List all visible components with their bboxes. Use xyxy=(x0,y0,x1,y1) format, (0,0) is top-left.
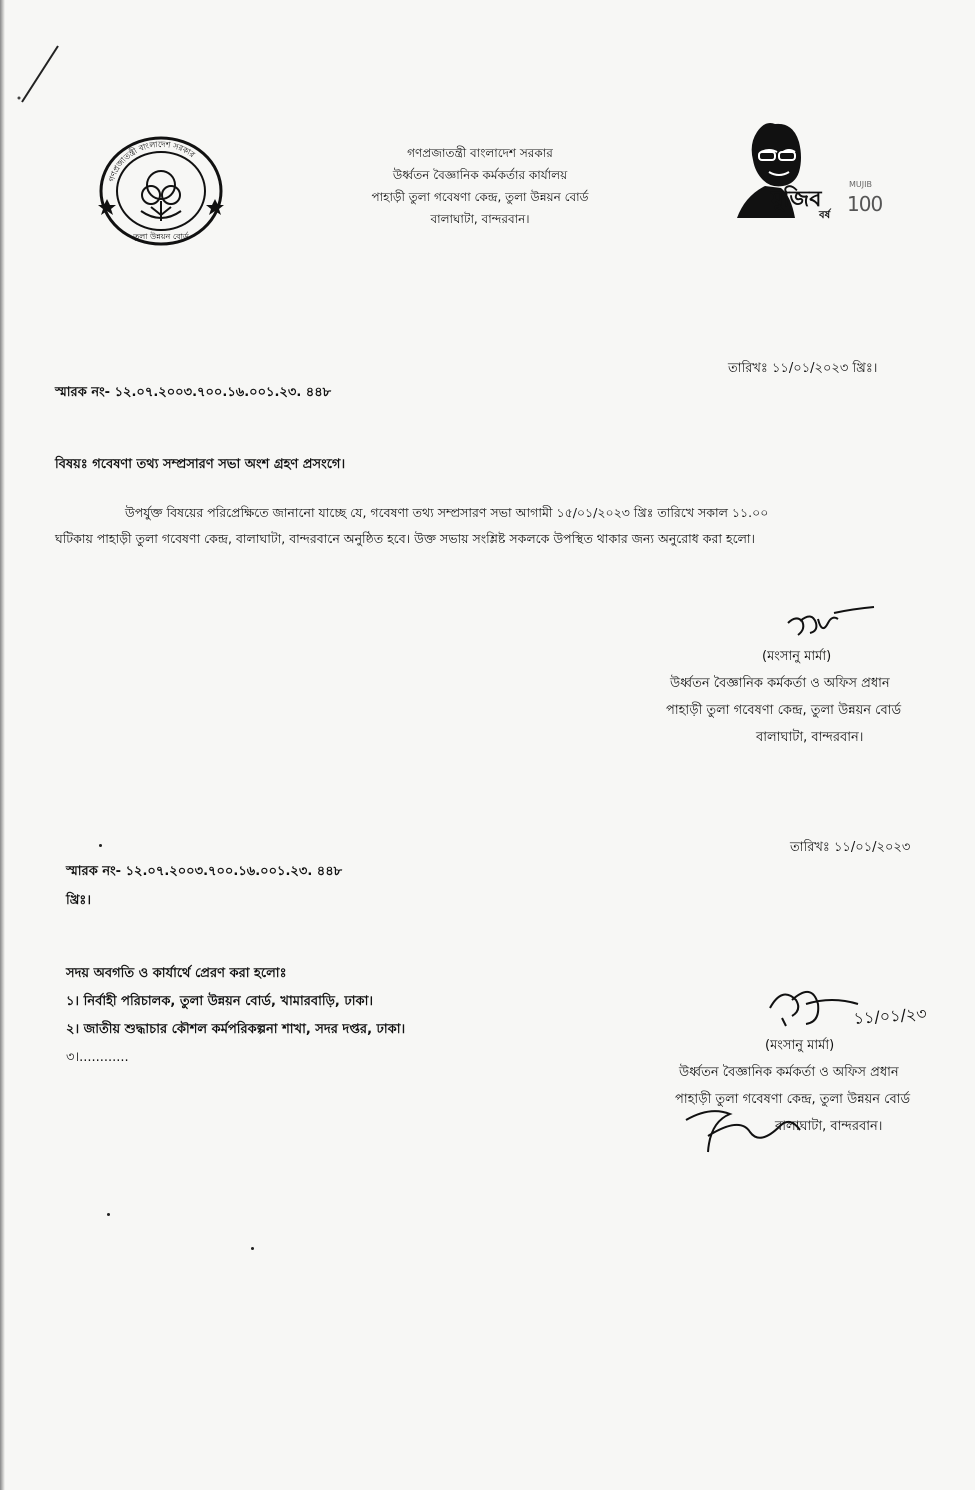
letter1-body xyxy=(55,500,935,552)
seal-ring-text: গণপ্রজাতন্ত্রী বাংলাদেশ সরকার xyxy=(107,139,197,183)
letter2-memo-number: স্মারক নং- ১২.০৭.২০০৩.৭০০.১৬.০০১.২৩. ৪৪৮ xyxy=(66,864,343,879)
letter1-date: তারিখঃ ১১/০১/২০২৩ খ্রিঃ। xyxy=(728,361,878,376)
handwritten-date: ১১/০১/২৩ xyxy=(852,1003,928,1028)
cc-item-1: ১। নির্বাহী পরিচালক, তুলা উন্নয়ন বোর্ড, খামারবাড়ি, ঢাকা। xyxy=(66,994,373,1009)
pen-stroke-mark xyxy=(14,40,64,110)
letter1-signatory-address: বালাঘাটা, বান্দরবান। xyxy=(756,730,864,745)
letter1-subject: বিষয়ঃ গবেষণা তথ্য সম্প্রসারণ সভা অংশ গ্রহণ প্রসংগে। xyxy=(55,457,346,472)
letter1-signature-block xyxy=(650,643,940,751)
cc-item-2: ২। জাতীয় শুদ্ধাচার কৌশল কর্মপরিকল্পনা শাখা, সদর দপ্তর, ঢাকা। xyxy=(66,1022,406,1037)
letter2-signatory-name: (মংসানু মার্মা) xyxy=(765,1038,835,1053)
mujib-latin-text: MUJIB xyxy=(849,180,872,189)
page-edge-shadow xyxy=(0,0,5,1490)
header-line-govt: গণপ্রজাতন্ত্রী বাংলাদেশ সরকার xyxy=(407,146,553,160)
cotton-board-seal-logo xyxy=(97,135,225,247)
header-line-centre: পাহাড়ী তুলা গবেষণা কেন্দ্র, তুলা উন্নয়ন বোর্ড xyxy=(371,190,589,204)
letter1-memo-number: স্মারক নং- ১২.০৭.২০০৩.৭০০.১৬.০০১.২৩. ৪৪৮ xyxy=(55,385,332,400)
cc-list xyxy=(66,960,586,1072)
letter2-signatory-address: বালাঘাটা, বান্দরবান। xyxy=(775,1119,883,1134)
letter2-date: তারিখঃ ১১/০১/২০২৩ xyxy=(790,840,911,855)
speck-mark xyxy=(99,844,102,847)
borsho-text: বর্ষ xyxy=(819,210,831,221)
letter2-signature-scribble xyxy=(762,978,932,1038)
cc-item-3: ৩।............ xyxy=(66,1050,129,1065)
cc-heading: সদয় অবগতি ও কার্যার্থে প্রেরণ করা হলোঃ xyxy=(66,966,287,981)
letter1-body-line2: ঘটিকায় পাহাড়ী তুলা গবেষণা কেন্দ্র, বালাঘাটা, বান্দরবানে অনুষ্ঠিত হবে। উক্ত সভায় সংশ্লিষ্ট সকলকে উপস্থিত থাকার জন্য অনুরোধ করা হলো। xyxy=(55,531,755,546)
mujib-borsho-logo xyxy=(735,112,883,222)
mujib-text: মুজিব xyxy=(771,187,822,212)
letter2-signatory-designation: উর্ধ্বতন বৈজ্ঞানিক কর্মকর্তা ও অফিস প্রধান xyxy=(679,1065,899,1080)
letter2-signatory-office: পাহাড়ী তুলা গবেষণা কেন্দ্র, তুলা উন্নয়ন বোর্ড xyxy=(675,1092,911,1107)
seal-bottom-text: তুলা উন্নয়ন বোর্ড xyxy=(133,232,189,241)
hundred-text: 100 xyxy=(847,192,883,216)
letter2-khri: খ্রিঃ। xyxy=(66,893,91,908)
letter1-signatory-designation: উর্ধ্বতন বৈজ্ঞানিক কর্মকর্তা ও অফিস প্রধান xyxy=(670,676,890,691)
header-line-address: বালাঘাটা, বান্দরবান। xyxy=(430,212,530,226)
header-line-office: উর্ধ্বতন বৈজ্ঞানিক কর্মকর্তার কার্যালয় xyxy=(392,168,568,182)
letter1-signatory-office: পাহাড়ী তুলা গবেষণা কেন্দ্র, তুলা উন্নয়ন বোর্ড xyxy=(666,703,902,718)
receiving-initial-scribble xyxy=(680,1096,820,1166)
letter1-signatory-name: (মংসানু মার্মা) xyxy=(762,649,832,664)
letter1-signature-scribble xyxy=(782,605,882,645)
letterhead xyxy=(330,142,630,230)
speck-mark xyxy=(107,1213,110,1216)
speck-mark xyxy=(251,1247,254,1250)
letter1-body-line1: উপর্যুক্ত বিষয়ের পরিপ্রেক্ষিতে জানানো যাচ্ছে যে, গবেষণা তথ্য সম্প্রসারণ সভা আগামী ১৫/০১/২০২৩ খ্রিঃ তারিখে সকাল ১১.০০ xyxy=(125,505,769,520)
